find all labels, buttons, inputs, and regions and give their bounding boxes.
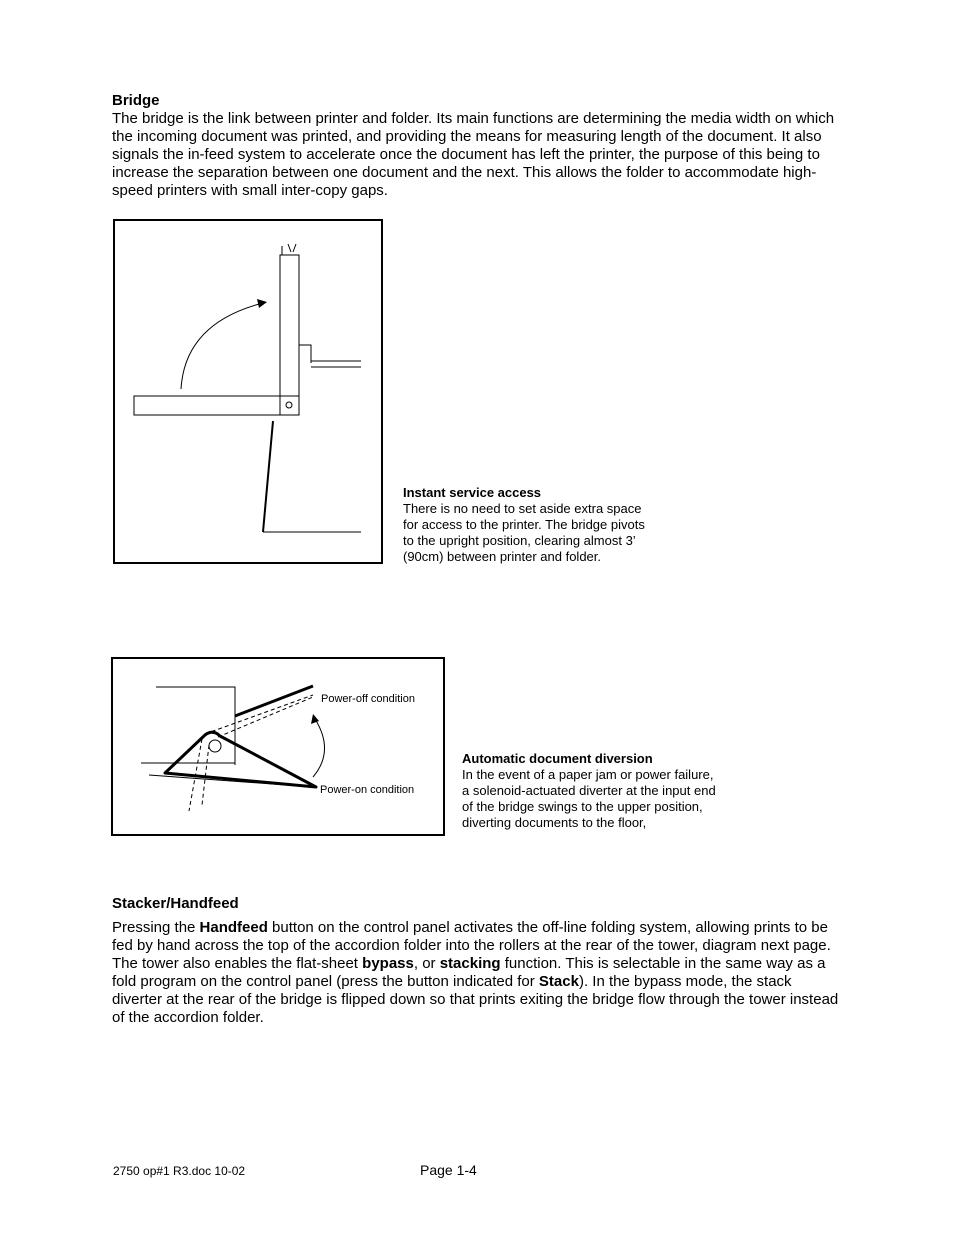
handfeed-term: Handfeed [199,919,268,936]
bridge-heading: Bridge [112,92,160,109]
bracket [299,345,311,363]
top-mark [293,244,296,252]
footer-doc-ref: 2750 op#1 R3.doc 10-02 [113,1164,246,1178]
figure2-caption-line: of the bridge swings to the upper position, [462,799,703,814]
diverter-drawing [113,659,443,834]
stacker-text: ). In the bypass mode, the stack diverter at the rear of the bridge is flipped down so that prints exiting the bridge flow through the tower instead of the accordion folder. [112,973,839,1026]
diverter-diagram [111,657,445,836]
bypass-term: bypass [362,955,414,972]
figure2-caption-title: Automatic document diversion [462,751,653,766]
switch-arrow-curve [313,719,325,777]
bridge-outline [156,687,235,765]
stacker-heading: Stacker/Handfeed [112,895,239,912]
figure1-caption [403,485,683,565]
pivot-arrow-head [257,299,267,308]
stack-term: Stack [538,973,579,990]
stacker-text: function. This is selectable in the same way as a fold program on the control panel (press the button indicated for [112,955,826,990]
bridge-pivot-diagram [113,219,383,564]
stacker-text: button on the control panel activates the off-line folding system, allowing prints to be fed by hand across the top of the accordion folder into the rollers at the rear of the tower, diagram next page. The tower also enables the flat-sheet [112,919,831,972]
bridge-lowered [134,396,299,415]
stacker-text: , or [413,955,440,972]
figure2-caption [462,751,762,831]
power-off-label: Power-off condition [321,693,415,705]
diverter-pivot [209,740,221,752]
pivot-circle [286,402,292,408]
figure1-caption-line: There is no need to set aside extra space [403,501,642,516]
stacker-text: Pressing the [112,919,200,936]
support-leg [263,421,273,532]
power-on-label: Power-on condition [320,784,415,796]
footer-page-number: Page 1-4 [420,1162,477,1178]
bridge-raised [280,255,299,415]
pivot-arrow-curve [181,303,263,389]
diverter-upper-blade [235,686,313,716]
diverter-upper-dashed [205,695,313,734]
bridge-pivot-drawing [115,221,381,562]
stacking-term: stacking [439,955,501,972]
figure1-caption-line: (90cm) between printer and folder. [403,549,601,564]
figure2-caption-line: In the event of a paper jam or power failure, [462,767,714,782]
figure1-caption-line: to the upright position, clearing almost 3’ [403,533,636,548]
dashed-vertical [202,745,209,805]
diverter-lower-line [149,775,313,787]
top-mark [288,244,291,252]
figure1-caption-title: Instant service access [403,485,542,500]
bridge-paragraph: The bridge is the link between printer and folder. Its main functions are determining the media width on which the incoming document was printed, and providing the means for measuring length of the document. It also signals the in-feed system to accelerate once the document has left the printer, the purpose of this being to increase the separation between one document and the next. This allows the folder to accommodate high-speed printers with small inter-copy gaps. [112,110,835,199]
figure2-caption-line: a solenoid-actuated diverter at the input end [462,783,716,798]
figure1-caption-line: for access to the printer. The bridge pivots [403,517,645,532]
stacker-paragraph [112,919,842,1027]
figure2-caption-line: diverting documents to the floor, [462,815,647,830]
diverter-lower-blade [165,732,316,787]
switch-arrow-head [311,714,319,724]
